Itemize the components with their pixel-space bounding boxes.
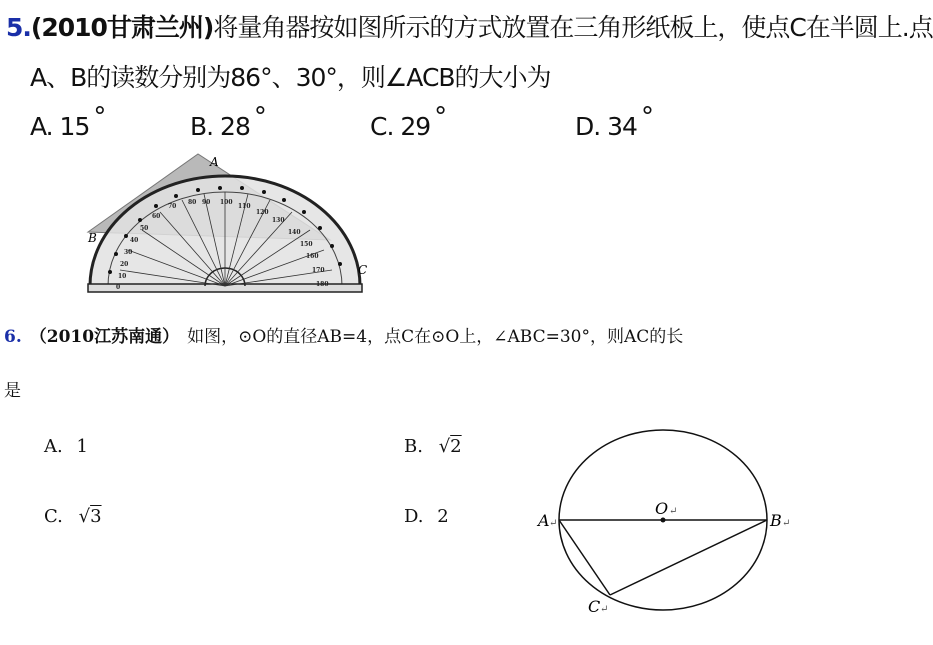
sqrt-icon: √ xyxy=(438,436,451,457)
return-mark-icon: ↵ xyxy=(600,604,609,615)
scale-label: 80 xyxy=(188,199,197,206)
scale-label: 0 xyxy=(116,284,121,291)
q6-option-b-radical: 2 xyxy=(450,436,462,457)
circle-figure xyxy=(530,410,820,620)
q5-number: 5. xyxy=(6,13,31,42)
q6-option-d[interactable] xyxy=(404,506,449,527)
scale-label: 70 xyxy=(168,203,177,210)
q5-stem-line2: A、B的读数分别为86°、30°，则∠ACB的大小为 xyxy=(30,63,551,92)
q6-stem-line1 xyxy=(4,322,683,347)
q6-option-b-letter: B. xyxy=(404,436,423,457)
q5-option-b[interactable] xyxy=(190,102,266,142)
q5-option-a[interactable] xyxy=(30,102,106,142)
scale-label: 110 xyxy=(238,203,251,210)
scale-label: 10 xyxy=(118,273,127,280)
q6-option-a[interactable] xyxy=(44,436,88,457)
return-mark-icon: ↵ xyxy=(549,518,558,529)
scale-label: 150 xyxy=(300,241,313,248)
q5-option-b-label: B. 28 xyxy=(190,112,250,141)
scale-label: 30 xyxy=(124,249,133,256)
scale-label: 60 xyxy=(152,213,161,220)
point-c-label: C xyxy=(358,263,368,277)
scale-label: 140 xyxy=(288,229,301,236)
scale-label: 130 xyxy=(272,217,285,224)
center-point xyxy=(661,518,666,523)
point-b-label: B xyxy=(88,231,97,245)
point-o-label: O xyxy=(655,499,669,518)
q5-option-c-label: C. 29 xyxy=(370,112,431,141)
q6-option-a-value: 1 xyxy=(76,436,88,457)
q6-option-c-letter: C. xyxy=(44,506,63,527)
q6-stem-line2: 是 xyxy=(4,381,21,401)
q5-stem-line1 xyxy=(6,8,933,44)
q6-stem-text: 如图，⊙O的直径AB=4，点C在⊙O上，∠ABC=30°，则AC的长 xyxy=(187,327,684,347)
degree-symbol: ° xyxy=(640,102,653,132)
scale-label: 160 xyxy=(306,253,319,260)
sqrt-icon: √ xyxy=(78,506,91,527)
q5-option-d[interactable] xyxy=(575,102,653,142)
chord-ac xyxy=(559,520,610,595)
degree-symbol: ° xyxy=(434,102,447,132)
q6-number: 6. xyxy=(4,327,22,347)
point-c-label: C xyxy=(588,597,601,616)
point-a-label: A xyxy=(210,155,219,169)
scale-label: 20 xyxy=(120,261,129,268)
q5-source: (2010甘肃兰州) xyxy=(30,13,214,42)
q5-option-a-label: A. 15 xyxy=(30,112,90,141)
scale-label: 180 xyxy=(316,281,329,288)
q5-option-c[interactable] xyxy=(370,102,447,142)
scale-label: 90 xyxy=(202,199,211,206)
q5-stem-text: 将量角器按如图所示的方式放置在三角形纸板上，使点C在半圆上.点 xyxy=(213,13,933,42)
q6-option-d-letter: D. xyxy=(404,506,424,527)
degree-symbol: ° xyxy=(253,102,266,132)
scale-label: 170 xyxy=(312,267,325,274)
scale-label: 100 xyxy=(220,199,233,206)
q5-option-d-label: D. 34 xyxy=(575,112,637,141)
scale-label: 120 xyxy=(256,209,269,216)
scale-label: 40 xyxy=(130,237,139,244)
q6-option-c-radical: 3 xyxy=(90,506,102,527)
q6-option-c[interactable] xyxy=(44,506,102,527)
scale-label: 50 xyxy=(140,225,149,232)
return-mark-icon: ↵ xyxy=(669,506,678,517)
protractor-figure xyxy=(80,150,380,298)
chord-bc xyxy=(610,520,767,595)
q6-option-a-letter: A. xyxy=(44,436,63,457)
degree-symbol: ° xyxy=(93,102,106,132)
q6-option-b[interactable] xyxy=(404,436,462,457)
point-a-label: A xyxy=(538,511,550,530)
return-mark-icon: ↵ xyxy=(782,518,791,529)
point-b-label: B xyxy=(770,511,782,530)
q6-option-d-value: 2 xyxy=(437,506,449,527)
q6-source: （2010江苏南通） xyxy=(29,327,180,347)
